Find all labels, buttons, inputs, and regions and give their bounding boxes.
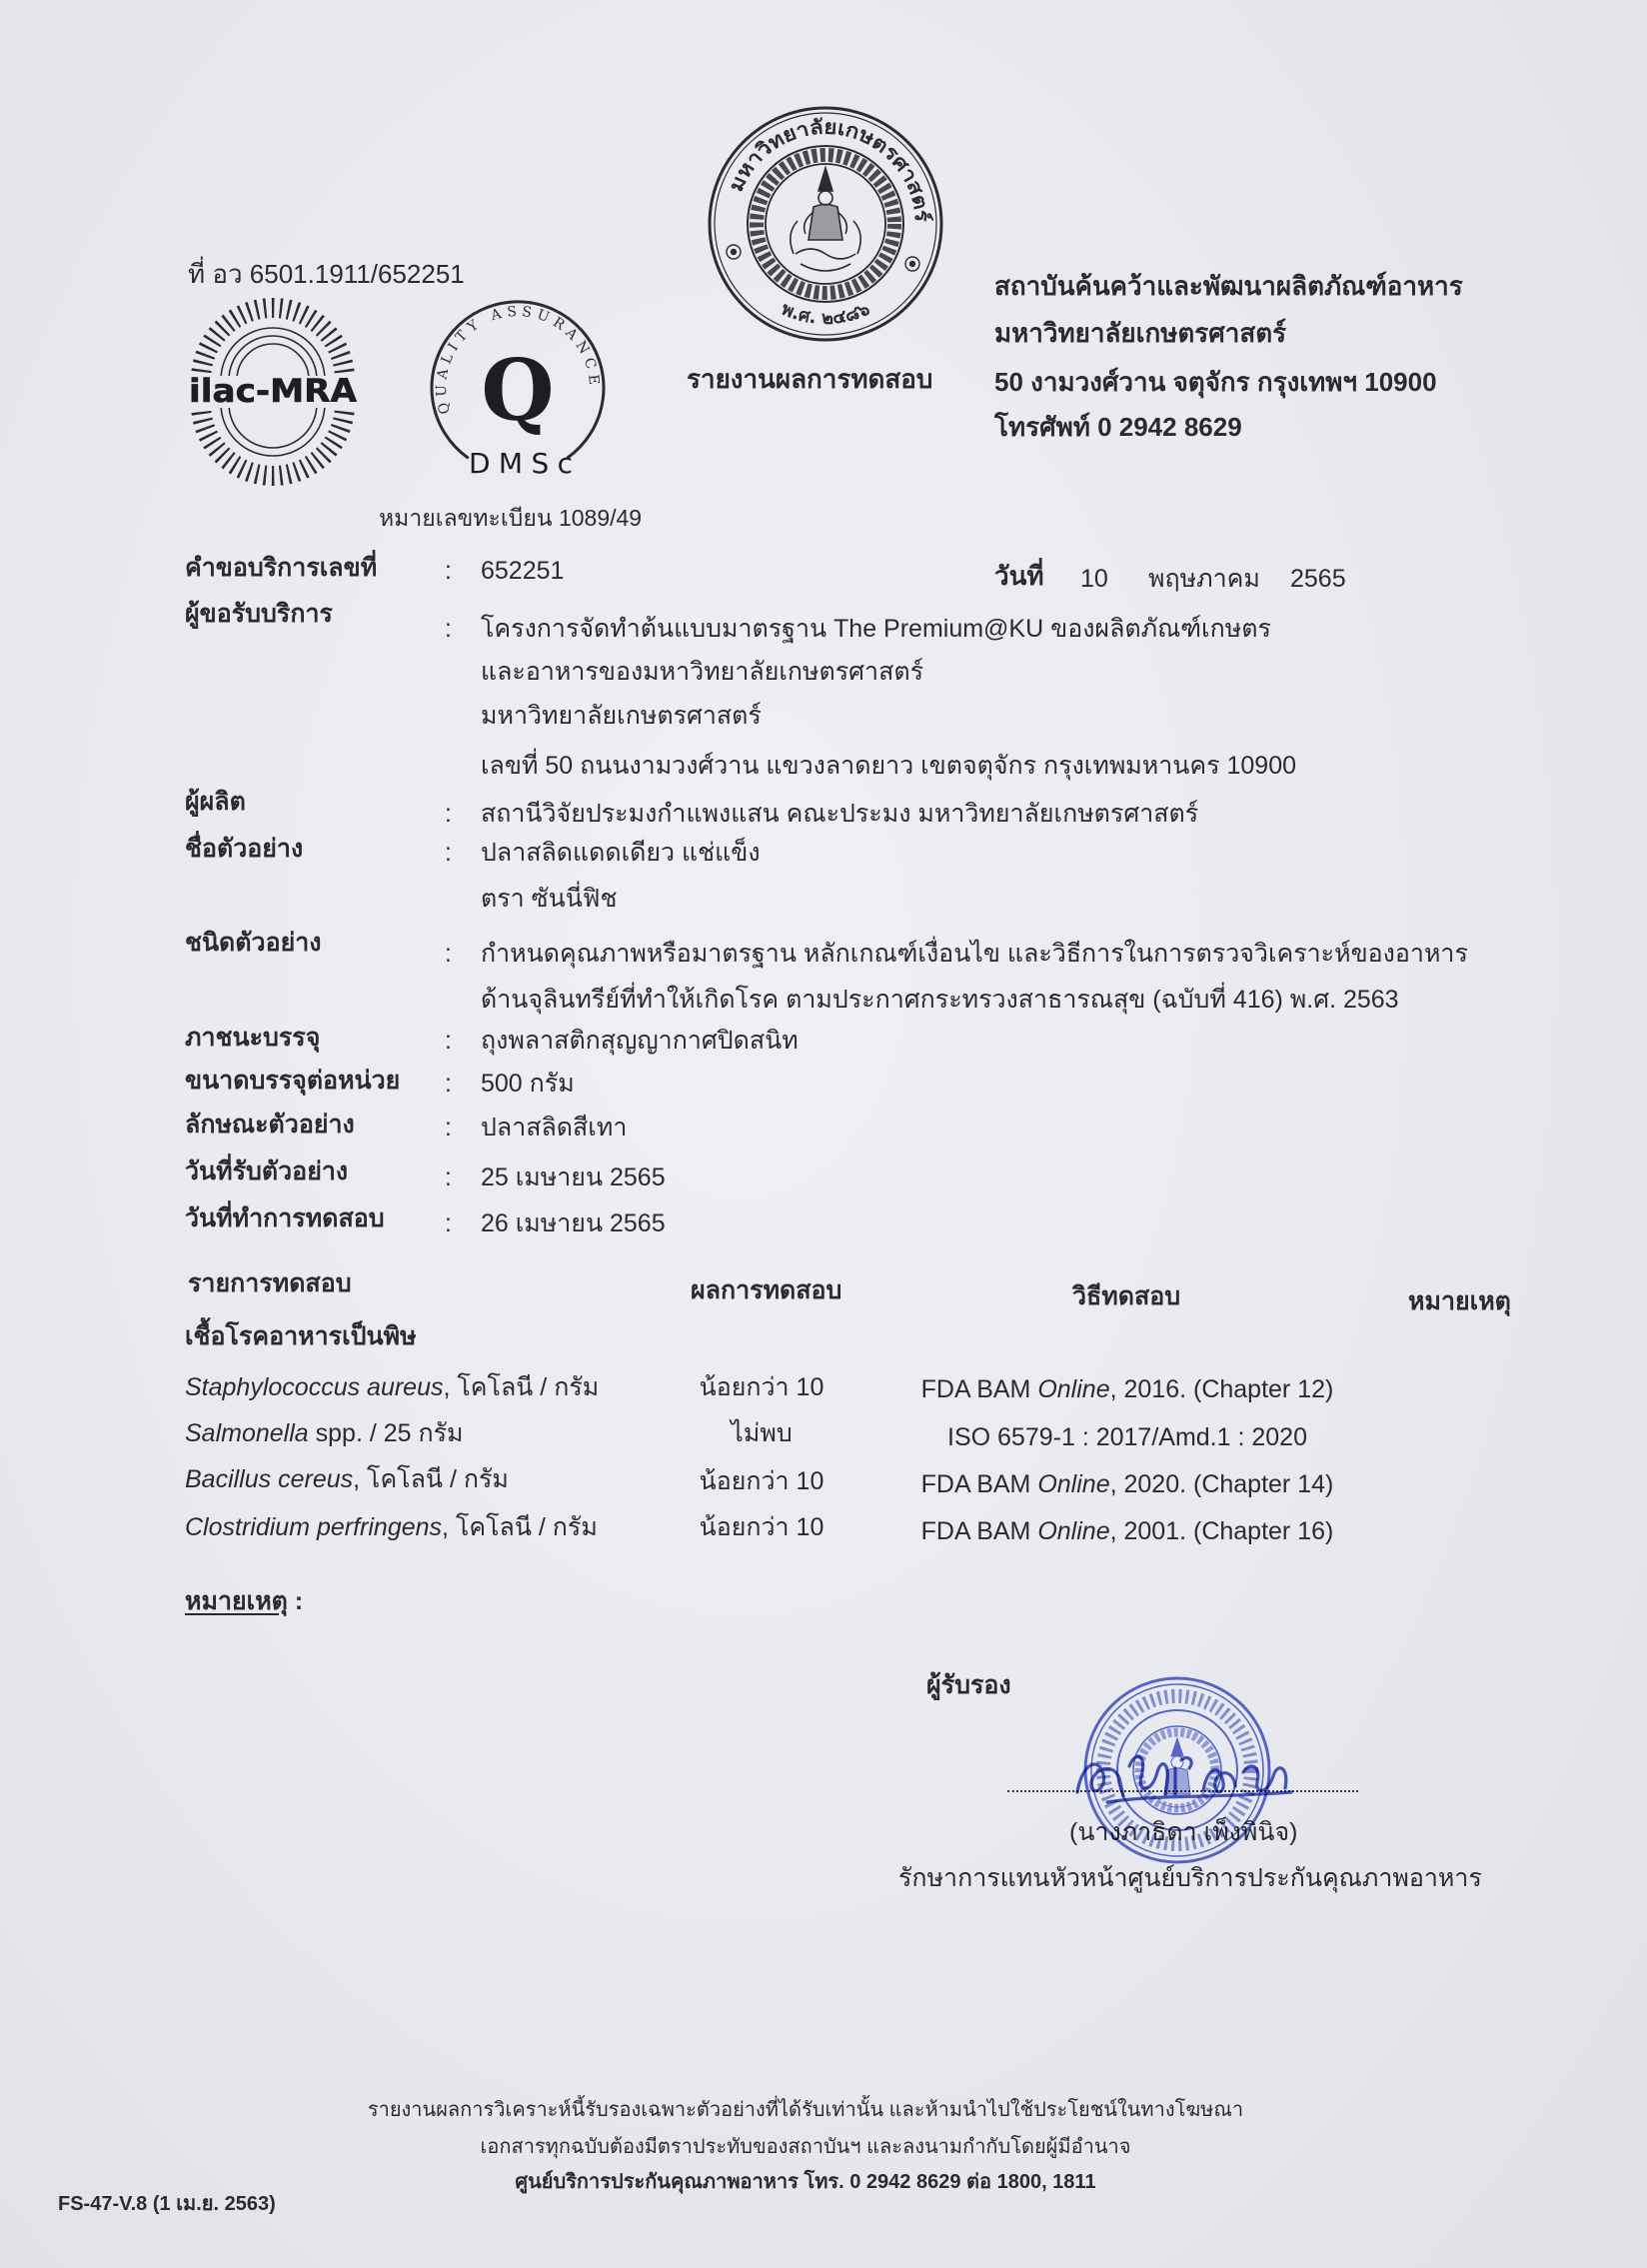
method-text: ISO 6579-1 : 2017/Amd.1 : 2020 — [947, 1423, 1307, 1451]
producer-value: สถานีวิจัยประมงกำแพงแสน คณะประมง มหาวิทยาลัยเกษตรศาสตร์ — [481, 800, 1199, 828]
sample-name-value: ปลาสลิดแดดเดียว แช่แข็ง — [481, 839, 761, 867]
remark-label: หมายเหตุ — [185, 1587, 288, 1615]
date-year: 2565 — [1290, 565, 1346, 593]
reference-number: ที่ อว 6501.1911/652251 — [188, 259, 465, 289]
request-no-label: คำขอบริการเลขที่ — [185, 554, 378, 582]
organism-unit: , โคโลนี / กรัม — [442, 1513, 598, 1541]
colon: : — [445, 1070, 452, 1098]
ilac-mra-logo — [185, 296, 361, 477]
organism-unit: , โคโลนี / กรัม — [443, 1373, 600, 1401]
producer-label: ผู้ผลิต — [185, 788, 246, 816]
sample-brand-value: ตรา ซันนี่ฟิช — [481, 885, 618, 913]
table-row-organism — [185, 1464, 509, 1494]
table-row-method — [877, 1374, 1377, 1404]
test-date-value: 26 เมษายน 2565 — [481, 1209, 666, 1237]
seal-text-top: มหาวิทยาลัยเกษตรศาสตร์ — [723, 114, 935, 222]
certifier-label: ผู้รับรอง — [926, 1671, 1011, 1699]
method-italic: Online — [1037, 1517, 1110, 1545]
table-row-result: ไม่พบ — [731, 1419, 793, 1447]
university-seal — [706, 104, 945, 344]
footer-contact: ศูนย์บริการประกันคุณภาพอาหาร โทร. 0 2942 8629 ต่อ 1800, 1811 — [515, 2171, 1096, 2193]
method-italic: Online — [1037, 1375, 1110, 1403]
method-text: , 2020. (Chapter 14) — [1109, 1470, 1334, 1498]
request-no-value: 652251 — [481, 557, 565, 585]
form-code: FS-47-V.8 (1 เม.ย. 2563) — [58, 2193, 276, 2215]
organism-unit: spp. / 25 กรัม — [308, 1419, 464, 1447]
remark — [185, 1586, 303, 1616]
ilac-logo-text: ilac-MRA — [189, 372, 358, 410]
institute-address: 50 งามวงศ์วาน จตุจักร กรุงเทพฯ 10900 — [994, 367, 1437, 397]
signer-position: รักษาการแทนหัวหน้าศูนย์บริการประกันคุณภาพอาหาร — [898, 1864, 1482, 1892]
table-row-result: น้อยกว่า 10 — [699, 1373, 824, 1401]
table-row-organism — [185, 1512, 598, 1542]
customer-line: โครงการจัดทำต้นแบบมาตรฐาน The Premium@KU ของผลิตภัณฑ์เกษตร — [481, 615, 1271, 643]
footer-disclaimer: รายงานผลการวิเคราะห์นี้รับรองเฉพาะตัวอย่างที่ได้รับเท่านั้น และห้ามนำไปใช้ประโยชน์ในทางโฆษณา — [367, 2099, 1244, 2121]
method-text: FDA BAM — [920, 1470, 1038, 1498]
received-date-value: 25 เมษายน 2565 — [481, 1163, 666, 1191]
method-text: FDA BAM — [920, 1517, 1038, 1545]
customer-line: เลขที่ 50 ถนนงามวงศ์วาน แขวงลาดยาว เขตจตุจักร กรุงเทพมหานคร 10900 — [481, 752, 1297, 780]
header-method: วิธีทดสอบ — [1072, 1282, 1181, 1310]
seal-text-bottom: พ.ศ. ๒๔๘๖ — [778, 298, 873, 330]
qa-letter: Q — [481, 341, 555, 440]
signer-name: (นางภาธิดา เพ็งพินิจ) — [1069, 1818, 1298, 1846]
appearance-label: ลักษณะตัวอย่าง — [185, 1111, 355, 1138]
test-date-label: วันที่ทำการทดสอบ — [185, 1204, 385, 1232]
colon: : — [445, 615, 452, 643]
colon: : — [445, 1209, 452, 1237]
package-size-label: ขนาดบรรจุต่อหน่วย — [185, 1067, 401, 1095]
organism-name: Salmonella — [185, 1419, 309, 1447]
organism-name: Clostridium perfringens — [185, 1513, 443, 1541]
header-result: ผลการทดสอบ — [691, 1276, 842, 1304]
table-row-method — [877, 1469, 1377, 1499]
date-day: 10 — [1080, 565, 1108, 593]
organism-name: Staphylococcus aureus — [185, 1373, 444, 1401]
customer-line: มหาวิทยาลัยเกษตรศาสตร์ — [481, 702, 762, 730]
customer-line: และอาหารของมหาวิทยาลัยเกษตรศาสตร์ — [481, 658, 923, 686]
table-row-result: น้อยกว่า 10 — [699, 1467, 824, 1495]
appearance-value: ปลาสลิดสีเทา — [481, 1114, 628, 1141]
method-text: , 2016. (Chapter 12) — [1109, 1375, 1334, 1403]
header-test-item: รายการทดสอบ — [188, 1269, 352, 1297]
quality-assurance-logo — [423, 296, 613, 486]
method-italic: Online — [1037, 1470, 1110, 1498]
institute-phone: โทรศัพท์ 0 2942 8629 — [994, 412, 1242, 442]
method-text: FDA BAM — [920, 1375, 1038, 1403]
table-row-method — [877, 1422, 1377, 1452]
test-group-title: เชื้อโรคอาหารเป็นพิษ — [185, 1322, 417, 1350]
handwritten-signature — [1067, 1732, 1299, 1812]
report-title: รายงานผลการทดสอบ — [687, 364, 933, 394]
table-row-organism — [185, 1372, 599, 1402]
package-size-value: 500 กรัม — [481, 1070, 575, 1098]
organism-name: Bacillus cereus — [185, 1465, 354, 1493]
colon: : — [445, 557, 452, 585]
customer-label: ผู้ขอรับบริการ — [185, 600, 333, 628]
header-remark: หมายเหตุ — [1408, 1287, 1511, 1315]
sample-type-label: ชนิดตัวอย่าง — [185, 929, 322, 957]
table-row-organism — [185, 1418, 464, 1448]
svg-text:พ.ศ. ๒๔๘๖ — [779, 299, 873, 330]
institute-university: มหาวิทยาลัยเกษตรศาสตร์ — [994, 318, 1287, 348]
packaging-label: ภาชนะบรรจุ — [185, 1024, 321, 1052]
qa-ring-text: QUALITY ASSURANCE — [433, 303, 603, 416]
colon: : — [445, 800, 452, 828]
sample-type-line: กำหนดคุณภาพหรือมาตรฐาน หลักเกณฑ์เงื่อนไข และวิธีการในการตรวจวิเคราะห์ของอาหาร — [481, 940, 1468, 968]
qa-org-text: DMSc — [469, 447, 573, 480]
colon: : — [445, 839, 452, 867]
date-label: วันที่ — [994, 561, 1044, 591]
received-date-label: วันที่รับตัวอย่าง — [185, 1157, 349, 1185]
table-row-result: น้อยกว่า 10 — [699, 1513, 824, 1541]
remark-colon: : — [294, 1587, 304, 1615]
seal-deity-icon — [791, 168, 860, 271]
footer-validity: เอกสารทุกฉบับต้องมีตราประทับของสถาบันฯ และลงนามกำกับโดยผู้มีอำนาจ — [480, 2136, 1131, 2158]
table-row-method — [877, 1516, 1377, 1546]
method-text: , 2001. (Chapter 16) — [1109, 1517, 1334, 1545]
registration-number: หมายเลขทะเบียน 1089/49 — [379, 505, 643, 531]
colon: : — [445, 1114, 452, 1141]
organism-unit: , โคโลนี / กรัม — [353, 1465, 509, 1493]
date-month: พฤษภาคม — [1148, 565, 1260, 593]
colon: : — [445, 940, 452, 968]
sample-type-line: ด้านจุลินทรีย์ที่ทำให้เกิดโรค ตามประกาศกระทรวงสาธารณสุข (ฉบับที่ 416) พ.ศ. 2563 — [481, 986, 1399, 1014]
institute-name: สถาบันค้นคว้าและพัฒนาผลิตภัณฑ์อาหาร — [994, 271, 1463, 301]
colon: : — [445, 1163, 452, 1191]
colon: : — [445, 1027, 452, 1055]
packaging-value: ถุงพลาสติกสุญญากาศปิดสนิท — [481, 1027, 799, 1055]
sample-name-label: ชื่อตัวอย่าง — [185, 835, 304, 863]
